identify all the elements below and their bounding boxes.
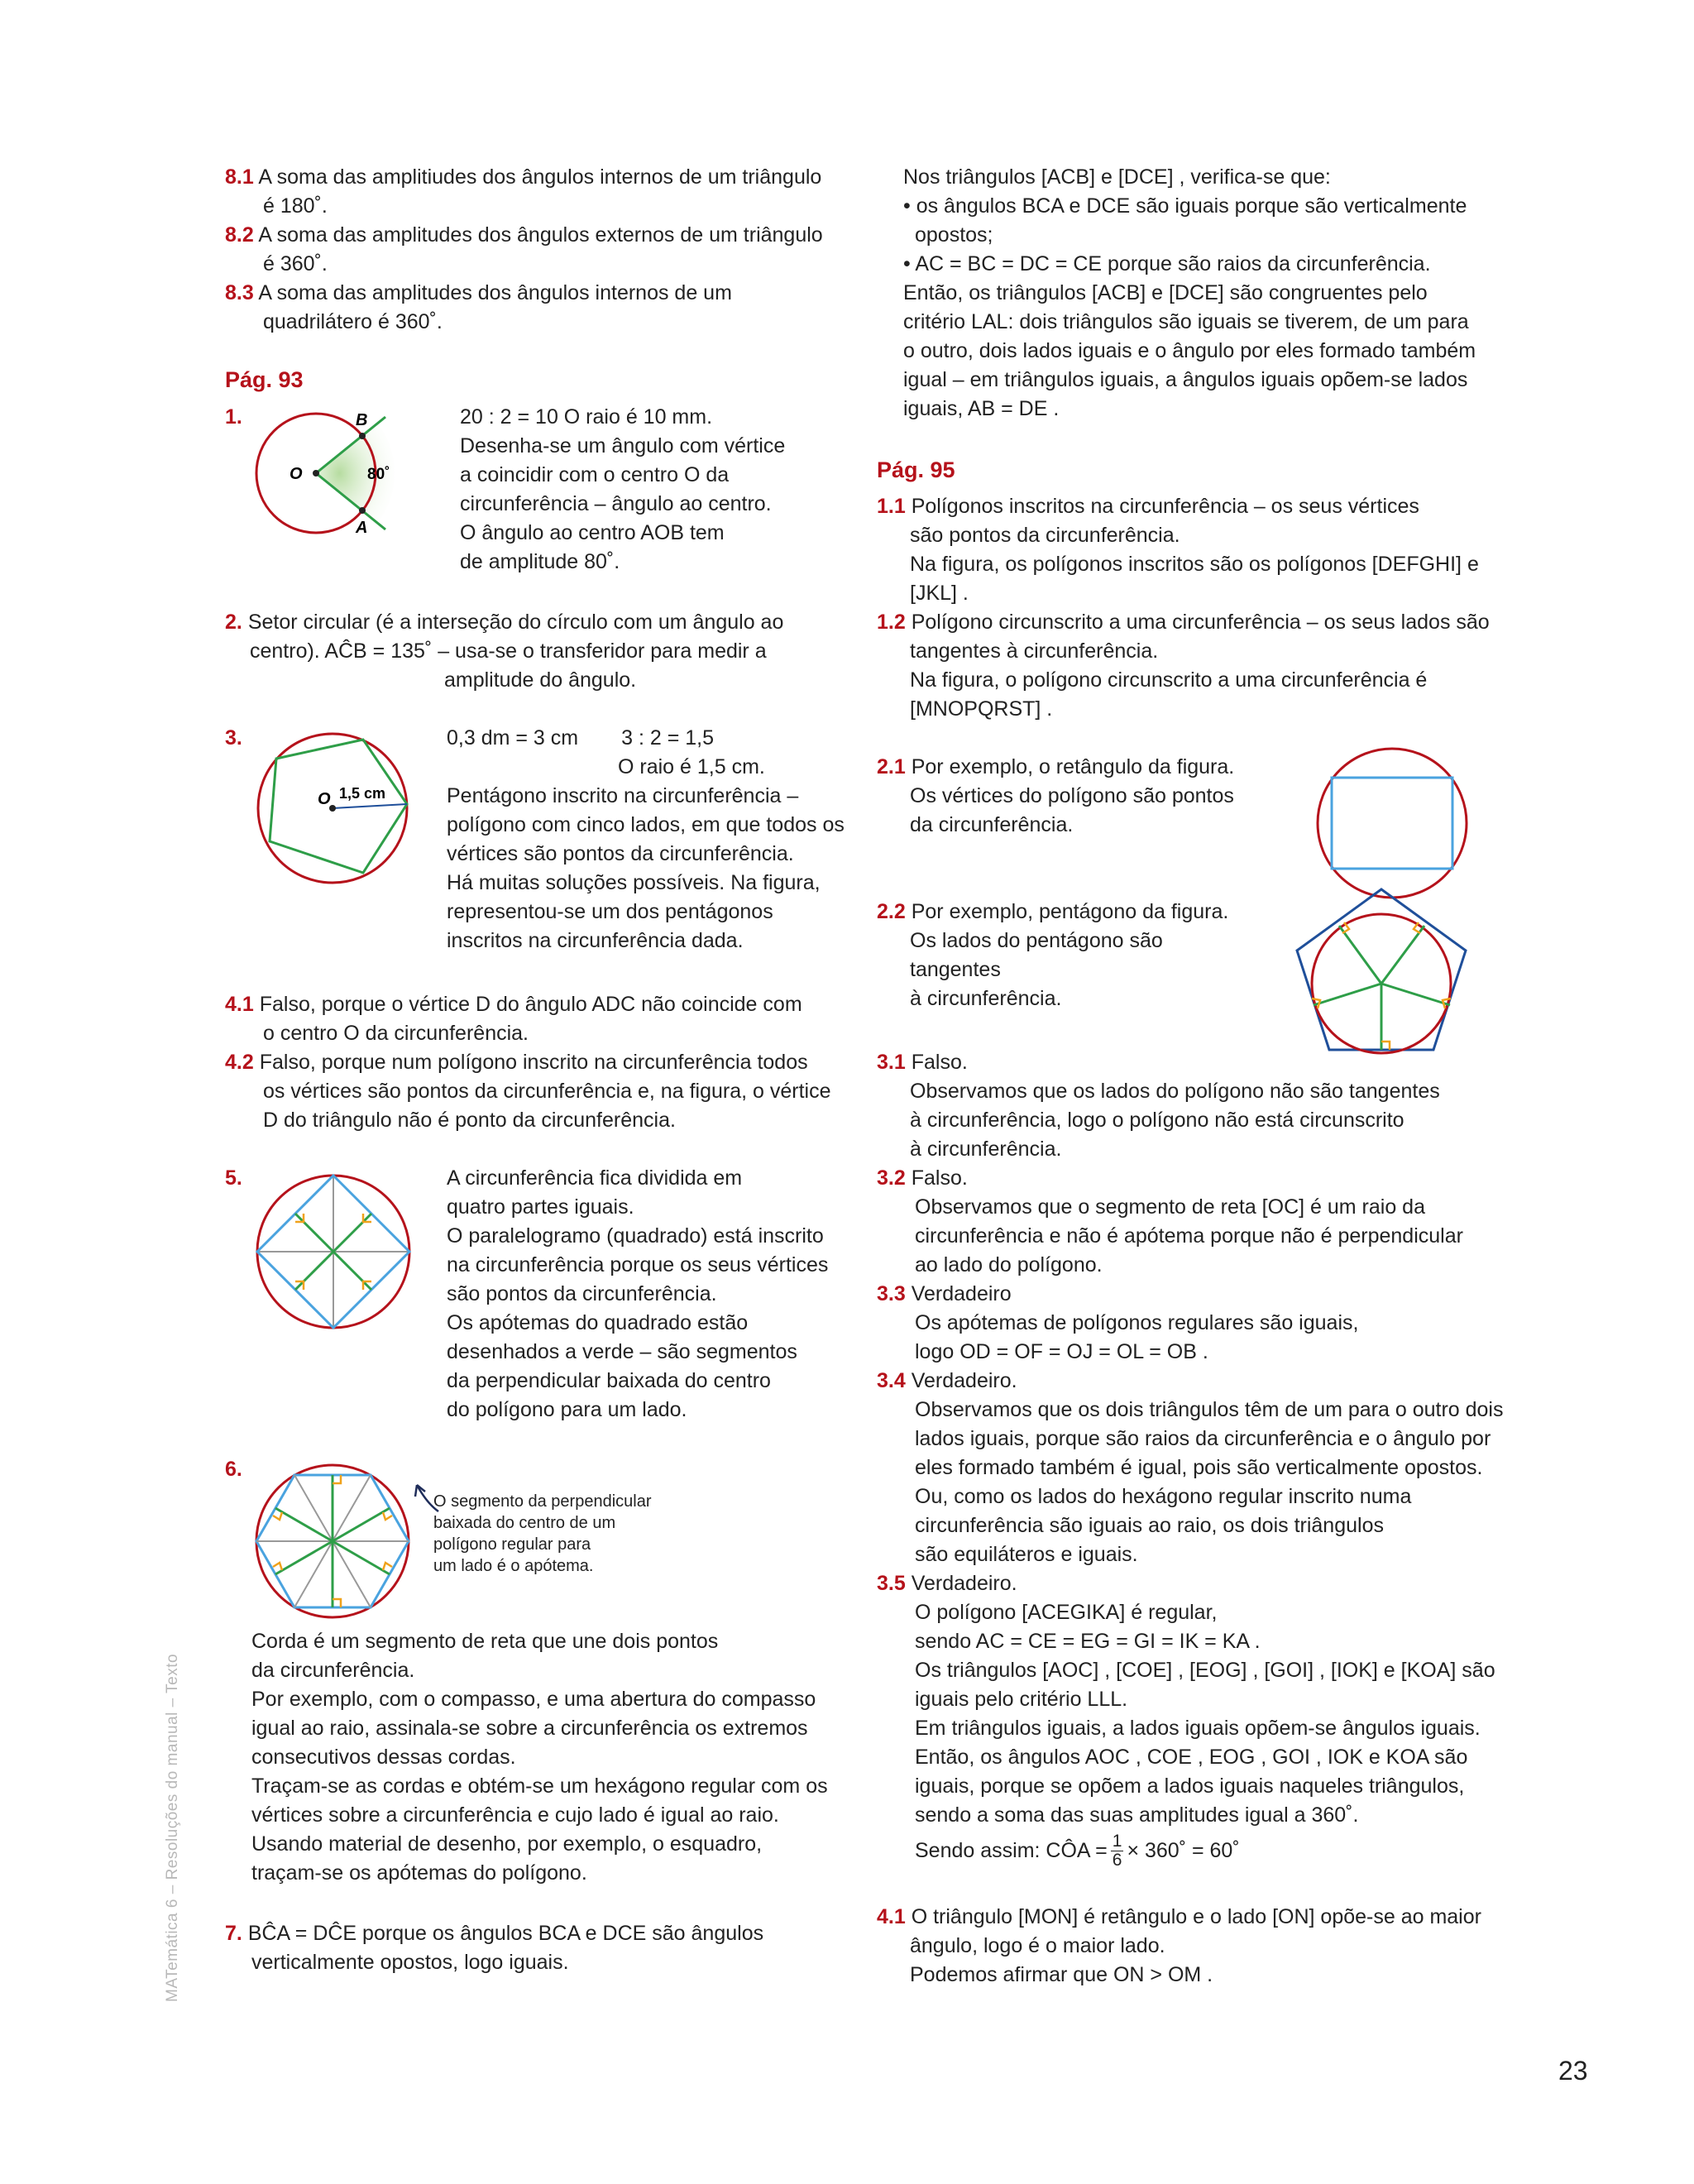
item-8-1: 8.1 A soma das amplitiudes dos ângulos internos de um triângulo bbox=[225, 165, 822, 189]
q3-number: 3. bbox=[225, 726, 242, 750]
q1-line: de amplitude 80˚. bbox=[460, 550, 620, 573]
item-8-3-cont: quadrilátero é 360˚. bbox=[263, 310, 443, 333]
item-8-2: 8.2 A soma das amplitudes dos ângulos externos de um triângulo bbox=[225, 223, 823, 247]
r-q21: 2.1 Por exemplo, o retângulo da figura. Os vértices do polígono são pontos da circunferência. bbox=[877, 755, 1235, 836]
q3-text: 0,3 dm = 3 cm 3 : 2 = 1,5 O raio é 1,5 cm. Pentágono inscrito na circunferência – polígono com cinco lados, em que todos os vértices são pontos da circunferência. Há muitas soluções possíveis. Na figura, representou-se um dos pentágonos inscritos na circunferência dada. bbox=[447, 726, 845, 952]
r-q4: 4.1 O triângulo [MON] é retângulo e o lado [ON] opõe-se ao maior ângulo, logo é o maior lado. Podemos afirmar que ON > OM . bbox=[877, 1905, 1481, 1986]
q1-angle-figure bbox=[250, 399, 415, 544]
q1-text bbox=[460, 403, 849, 577]
q5-square-figure bbox=[252, 1171, 414, 1333]
label-80: 80˚ bbox=[367, 466, 390, 483]
q6-note: O segmento da perpendicular baixada do centro de um polígono regular para um lado é o apótema. bbox=[433, 1492, 652, 1575]
q1-number: 1. bbox=[225, 405, 242, 429]
center-point bbox=[313, 470, 319, 477]
q1-line: 20 : 2 = 10 O raio é 10 mm. bbox=[460, 405, 713, 429]
label-a: A bbox=[356, 519, 368, 537]
label-b: B bbox=[356, 411, 368, 429]
q1-line: circunferência – ângulo ao centro. bbox=[460, 492, 772, 515]
page-ref-93: Pág. 93 bbox=[225, 367, 304, 392]
q1-line: O ângulo ao centro AOB tem bbox=[460, 521, 725, 544]
q3-pentagon-figure bbox=[250, 726, 415, 891]
page-number: 23 bbox=[1558, 2056, 1588, 2086]
label-o: O bbox=[290, 465, 303, 483]
formula: Sendo assim: CÔA = $\frac{1}{6}$ × 360˚ = 60˚ bbox=[915, 1831, 1240, 1870]
label-o: O bbox=[318, 790, 331, 808]
pentagon bbox=[270, 740, 407, 873]
radius bbox=[333, 804, 407, 808]
item-8-1-cont: é 180˚. bbox=[263, 194, 328, 218]
q6-text: Corda é um segmento de reta que une dois pontos da circunferência. Por exemplo, com o compasso, e uma abertura do compasso igual ao raio, assinala-se sobre a circunferência os extremos consecutivos dessas cordas. Traçam-se as cordas e obtém-se um hexágono regular com os vértices sobre a circunferência e cujo lado é igual ao raio. Usando material de desenho, por exemplo, o esquadro, traçam-se os apótemas do polígono. bbox=[251, 1630, 828, 1885]
q2: 2. Setor circular (é a interseção do círculo com um ângulo ao centro). AĈB = 135˚ – usa-se o transferidor para medir a amplitude do ângulo. bbox=[225, 611, 784, 692]
q4: 4.1 Falso, porque o vértice D do ângulo ADC não coincide com o centro O da circunferência. 4.2 Falso, porque num polígono inscrito na circunferência todos os vértices são pontos da circunferência e, na figura, o vértice D do triângulo não é ponto da circunferência. bbox=[225, 993, 831, 1132]
q6-number: 6. bbox=[225, 1458, 242, 1481]
item-8-3: 8.3 A soma das amplitudes dos ângulos internos de um bbox=[225, 281, 732, 304]
r-q3: 3.1 Falso. Observamos que os lados do polígono não são tangentes à circunferência, logo o polígono não está circunscrito à circunferência. 3.2 Falso. Observamos que o segmento de reta [OC] é um raio da circunferência e não é apótema porque não é perpendicular ao lado do polígono. 3.3 Verdadeiro Os apótemas de polígonos regulares são iguais, logo OD = OF = OJ = OL = OB . 3.4 Verdadeiro. Observamos que os dois triângulos têm de um para o outro dois lados iguais, porque são raios da circunferência e o ângulo por eles formado também é igual, pois são verticalmente opostos. Ou, como os lados do hexágono regular inscrito numa circunferência são iguais ao raio, os dois triângulos são equiláteros e iguais. 3.5 Verdadeiro. O polígono [ACEGIKA] é regular, sendo AC = CE = EG = GI = IK = KA . Os triângulos [AOC] , [COE] , [EOG] , [GOI] , [IOK] e [KOA] são iguais pelo critério LLL. Em triângulos iguais, a lados iguais opõem-se ângulos iguais. Então, os ângulos AOC , COE , EOG , GOI , IOK e KOA são iguais, porque se opõem a lados iguais naqueles triângulos, sendo a soma das suas amplitudes igual a 360˚. Sendo assim: CÔA = $\frac{1}{6}$ × 360˚ = 60˚ bbox=[877, 1048, 1505, 1871]
q1-line: a coincidir com o centro O da bbox=[460, 463, 730, 486]
q6-hexagon-figure bbox=[250, 1460, 415, 1622]
point-b bbox=[359, 433, 366, 439]
r-pentagon-figure bbox=[1290, 883, 1472, 1065]
r-q1: 1.1 Polígonos inscritos na circunferência – os seus vértices são pontos da circunferência. Na figura, os polígonos inscritos são os polígonos [DEFGHI] e [JKL] . 1.2 Polígono circunscrito a uma circunferência – os seus lados são tangentes à circunferência. Na figura, o polígono circunscrito a uma circunferência é [MNOPQRST] . bbox=[877, 495, 1490, 721]
r-rectangle-figure bbox=[1314, 745, 1471, 902]
q5-number: 5. bbox=[225, 1166, 242, 1190]
page-ref-95: Pág. 95 bbox=[877, 457, 955, 482]
intro: Nos triângulos [ACB] e [DCE] , verifica-se que: • os ângulos BCA e DCE são iguais porque são verticalmente opostos; • AC = BC = DC = CE porque são raios da circunferência. Então, os triângulos [ACB] e [DCE] são congruentes pelo critério LAL: dois triângulos são iguais se tiverem, de um para o outro, dois lados iguais e o ângulo por eles formado também igual – em triângulos iguais, a ângulos iguais opõem-se lados iguais, AB = DE . bbox=[903, 165, 1476, 420]
r-q22: 2.2 Por exemplo, pentágono da figura. Os lados do pentágono são tangentes à circunferência. bbox=[877, 900, 1229, 1010]
point-a bbox=[359, 507, 366, 514]
sidebar-credit: MATemática 6 – Resoluções do manual – Texto bbox=[164, 1653, 181, 2002]
q5-text: A circunferência fica dividida em quatro partes iguais. O paralelogramo (quadrado) está inscrito na circunferência porque os seus vértices são pontos da circunferência. Os apótemas do quadrado estão desenhados a verde – são segmentos da perpendicular baixada do centro do polígono para um lado. bbox=[447, 1166, 829, 1421]
item-8-2-cont: é 360˚. bbox=[263, 252, 328, 275]
q7: 7. BĈA = DĈE porque os ângulos BCA e DCE são ângulos verticalmente opostos, logo iguais. bbox=[225, 1922, 764, 1974]
label-radius: 1,5 cm bbox=[339, 785, 386, 802]
q1-line: Desenha-se um ângulo com vértice bbox=[460, 434, 786, 457]
